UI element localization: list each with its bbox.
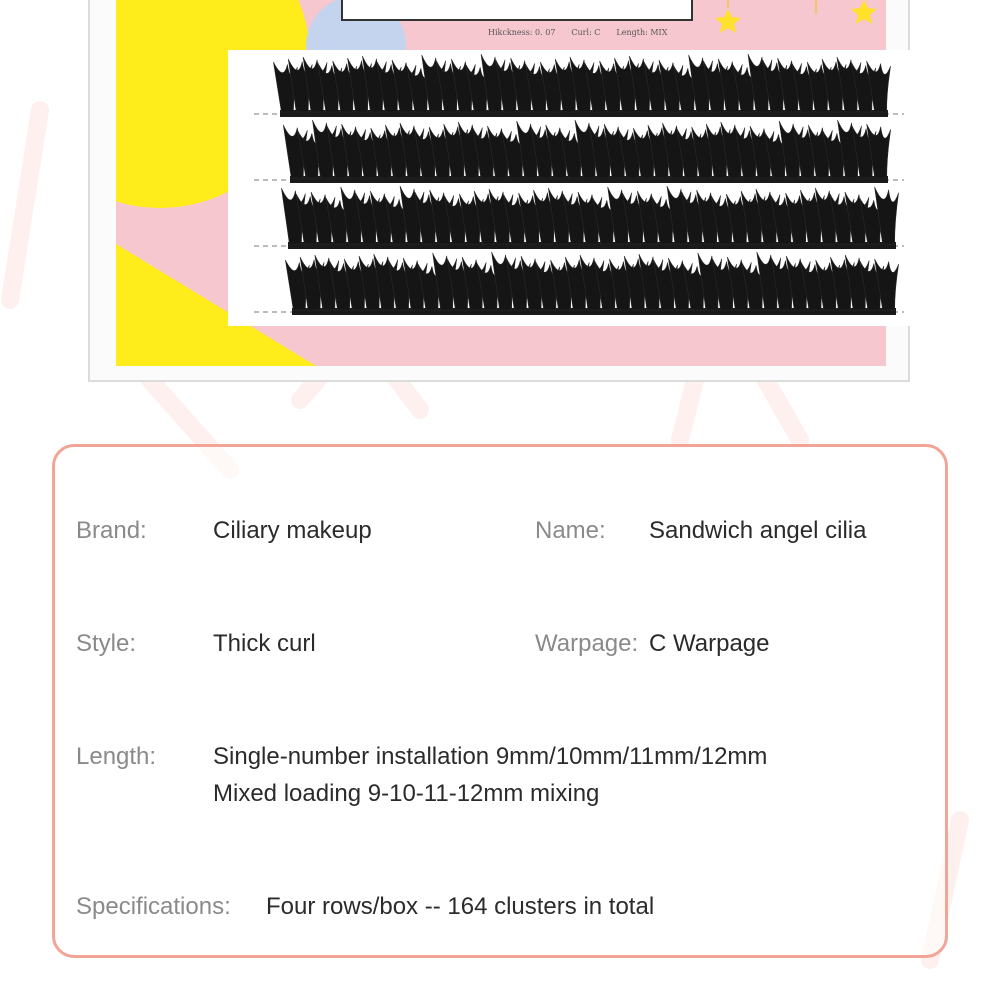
specifications-label: Specifications: [76, 893, 231, 920]
name-label: Name: [535, 517, 606, 544]
warpage-label: Warpage: [535, 630, 639, 657]
name-value: Sandwich angel cilia [649, 517, 867, 544]
length-caption: Length: MIX [616, 28, 668, 37]
product-details-card [52, 444, 948, 958]
length-label: Length: [76, 743, 157, 770]
length-value-line1: Single-number installation 9mm/10mm/11mm/12mm [213, 743, 768, 770]
spec-caption [488, 28, 667, 37]
lash-row [254, 186, 904, 249]
curl-caption: Curl: C [571, 28, 601, 37]
warpage-value: C Warpage [649, 630, 770, 657]
lash-clusters [228, 50, 912, 326]
brand-label: Brand: [76, 517, 147, 544]
style-label: Style: [76, 630, 137, 657]
thickness-caption: Hikckness: 0. 07 [488, 28, 556, 37]
lash-row [254, 54, 904, 117]
style-value: Thick curl [213, 630, 316, 657]
length-value-line2: Mixed loading 9-10-11-12mm mixing [213, 780, 600, 807]
lash-strip-card [228, 50, 912, 326]
product-photo [88, 0, 910, 382]
lash-row [254, 252, 904, 315]
brand-value: Ciliary makeup [213, 517, 372, 544]
specifications-value: Four rows/box -- 164 clusters in total [266, 893, 655, 920]
lash-row [254, 120, 904, 183]
